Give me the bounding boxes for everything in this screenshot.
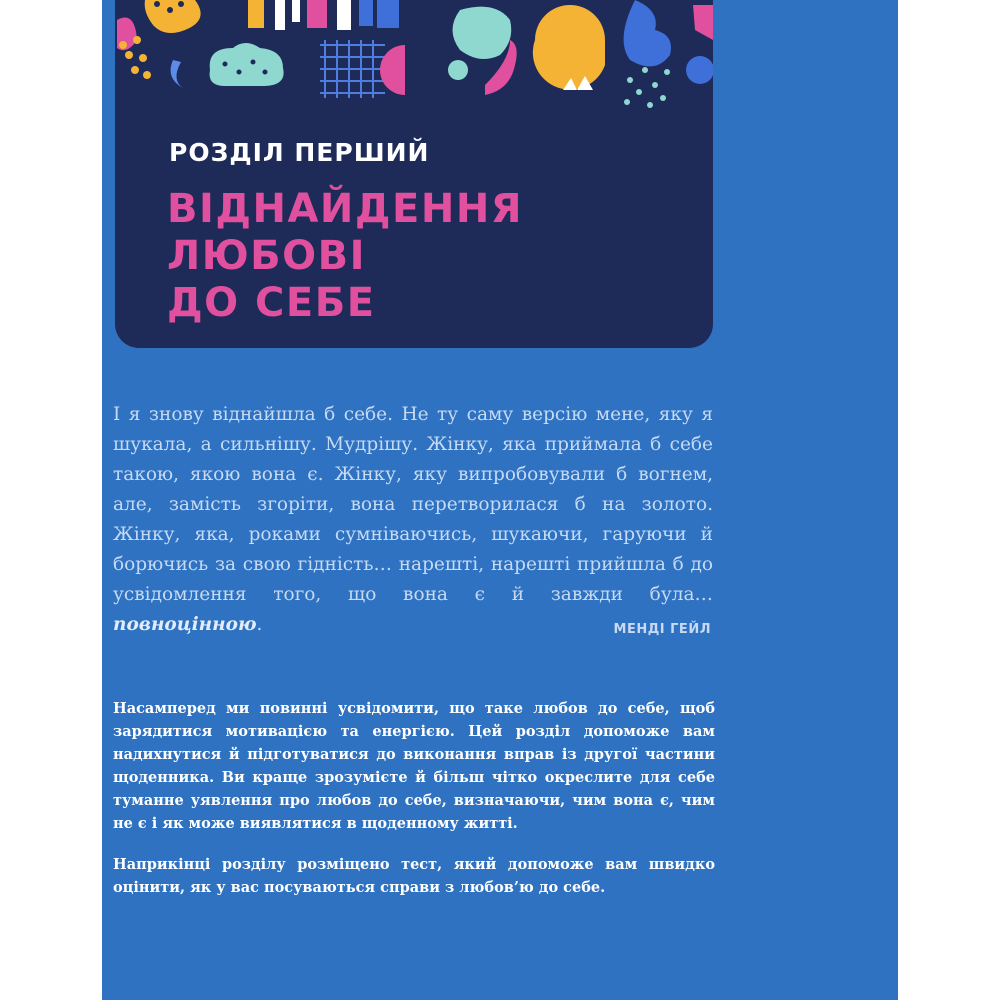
decorative-shapes-illustration <box>115 0 713 130</box>
epigraph-text: І я знову віднайшла б себе. Не ту саму версію мене, яку я шукала, а сильнішу. Мудрішу. Жінку, яка приймала б себе такою, якою вона є. Жінку, яку випробовували б вогнем, але, замість згоріти, вона перетворилася б на золото. Жінку, яка, роками сумніваючись, шукаючи, гаруючи й борючись за свою гідність… нарешті, нарешті прийшла б до усвідомлення того, що вона є й завжди була… <box>113 404 713 605</box>
test-note-paragraph: Наприкінці розділу розміщено тест, який допоможе вам швидко оцінити, як у вас посуваються справи з любов’ю до себе. <box>113 856 715 896</box>
epigraph-emphasis: повноцінною <box>113 614 257 635</box>
epigraph-end: . <box>256 614 263 635</box>
intro-paragraph: Насамперед ми повинні усвідомити, що таке любов до себе, щоб зарядитися мотивацією та енергією. Цей розділ допоможе вам надихнутися й підготуватися до виконання вправ із другої частини щоденника. Ви краще зрозумієте й більш чітко окреслите для себе туманне уявлення про любов до себе, визначаючи, чим вона є, чим не є і як може виявлятися в щоденному житті. <box>113 700 715 832</box>
chapter-title-line: ЛЮБОВІ <box>167 233 367 279</box>
chapter-title-line: ДО СЕБЕ <box>167 280 376 326</box>
epigraph-quote <box>113 400 713 640</box>
chapter-header-card <box>115 0 713 348</box>
chapter-title <box>167 186 523 327</box>
chapter-title-line: ВІДНАЙДЕННЯ <box>167 186 524 232</box>
epigraph-author: МЕНДІ ГЕЙЛ <box>613 622 711 637</box>
chapter-label: РОЗДІЛ ПЕРШИЙ <box>169 138 430 167</box>
